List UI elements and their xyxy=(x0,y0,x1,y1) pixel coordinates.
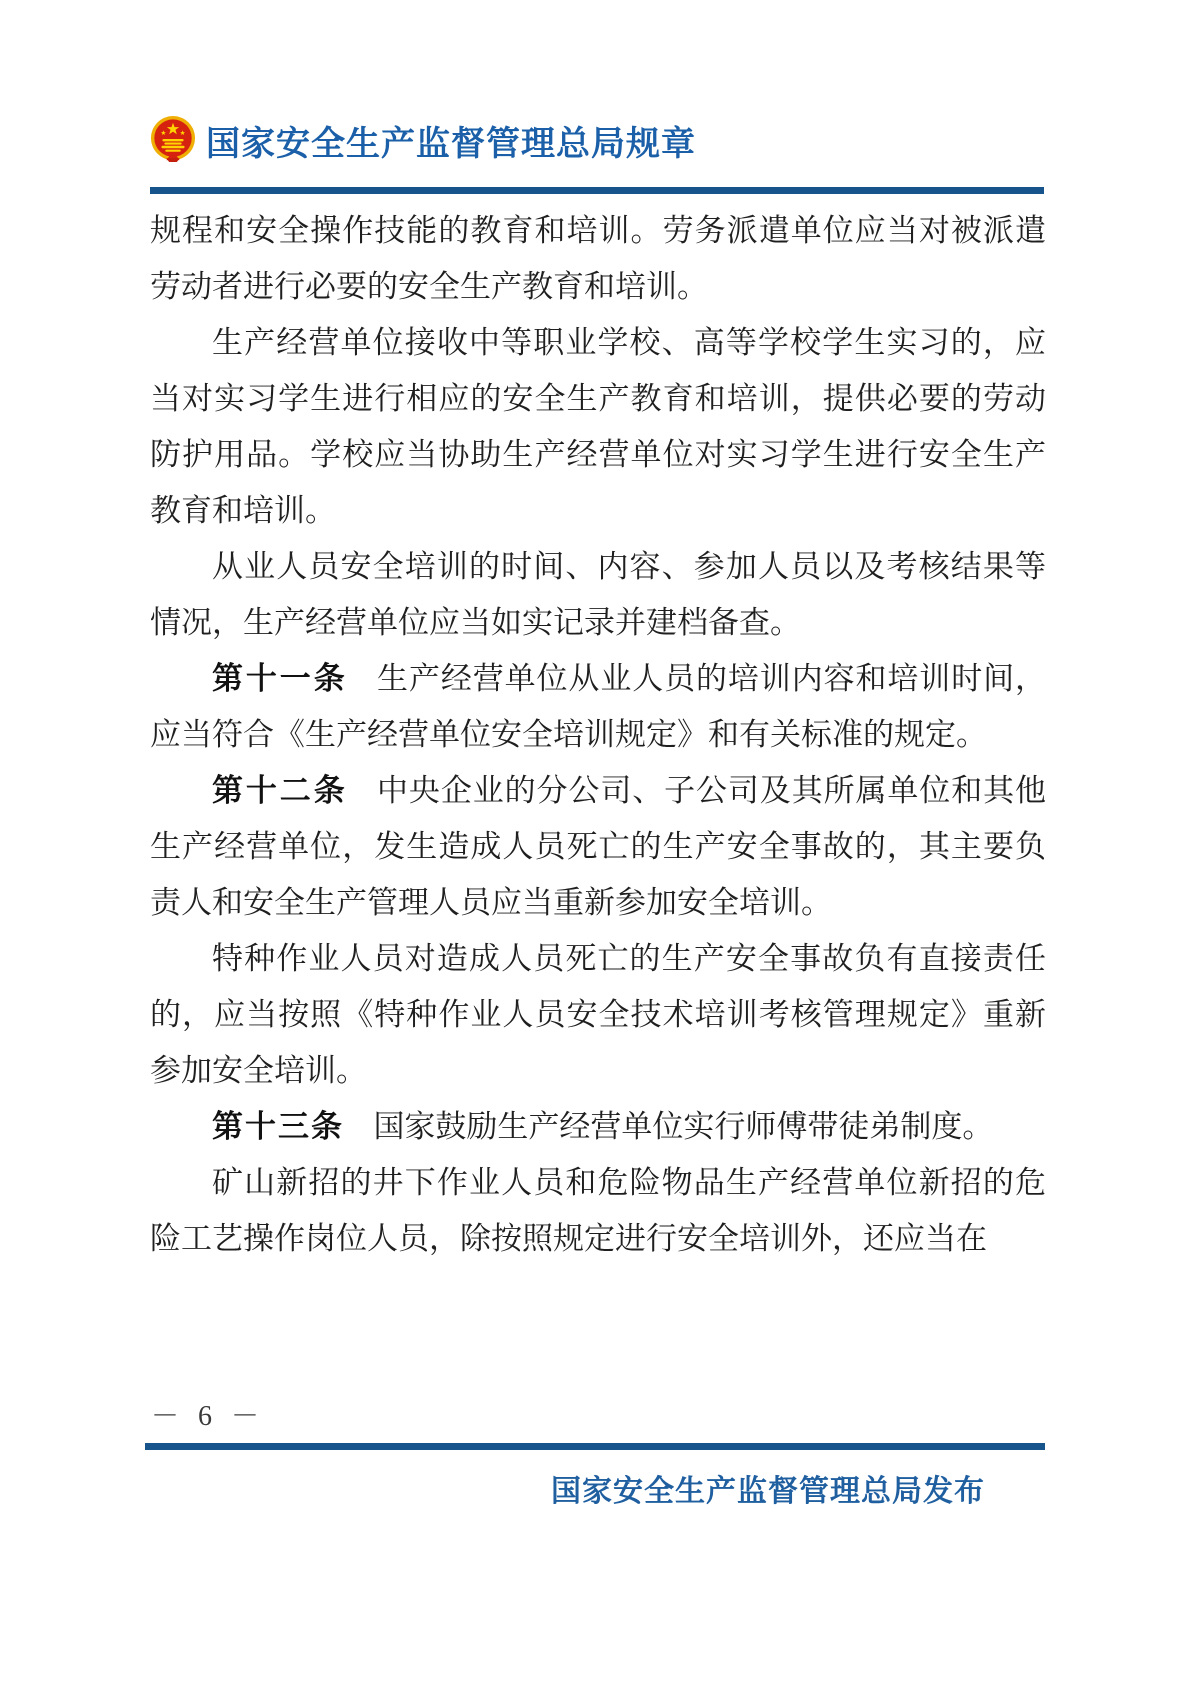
document-header xyxy=(150,112,1044,194)
paragraph: 第十三条 国家鼓励生产经营单位实行师傅带徒弟制度。 xyxy=(212,1109,994,1144)
paragraph: 生产经营单位接收中等职业学校、高等学校学生实习的，应当对实习学生进行相应的安全生产教育和培训，提供必要的劳动防护用品。学校应当协助生产经营单位对实习学生进行安全生产教育和培训。 xyxy=(150,325,1046,528)
document-body xyxy=(150,203,1046,1267)
page-title: 国家安全生产监督管理总局规章 xyxy=(206,125,696,163)
paragraph: 规程和安全操作技能的教育和培训。劳务派遣单位应当对被派遣劳动者进行必要的安全生产教育和培训。 xyxy=(150,213,1046,304)
clause-number: 第十三条 xyxy=(212,1109,344,1144)
paragraph: 从业人员安全培训的时间、内容、参加人员以及考核结果等情况，生产经营单位应当如实记录并建档备查。 xyxy=(150,549,1046,640)
paragraph: 特种作业人员对造成人员死亡的生产安全事故负有直接责任的，应当按照《特种作业人员安全技术培训考核管理规定》重新参加安全培训。 xyxy=(150,941,1046,1088)
publisher-label: 国家安全生产监督管理总局发布 xyxy=(551,1475,985,1508)
footer-divider xyxy=(145,1443,1045,1450)
clause-number: 第十二条 xyxy=(212,773,348,808)
page-number: － 6 － xyxy=(151,1401,266,1432)
china-national-emblem-icon xyxy=(150,115,196,165)
paragraph: 第十一条 生产经营单位从业人员的培训内容和培训时间，应当符合《生产经营单位安全培训规定》和有关标准的规定。 xyxy=(150,661,1046,752)
paragraph: 矿山新招的井下作业人员和危险物品生产经营单位新招的危险工艺操作岗位人员，除按照规定进行安全培训外，还应当在 xyxy=(150,1165,1046,1256)
header-divider xyxy=(150,187,1044,194)
paragraph: 第十二条 中央企业的分公司、子公司及其所属单位和其他生产经营单位，发生造成人员死亡的生产安全事故的，其主要负责人和安全生产管理人员应当重新参加安全培训。 xyxy=(150,773,1046,920)
clause-number: 第十一条 xyxy=(212,661,348,696)
